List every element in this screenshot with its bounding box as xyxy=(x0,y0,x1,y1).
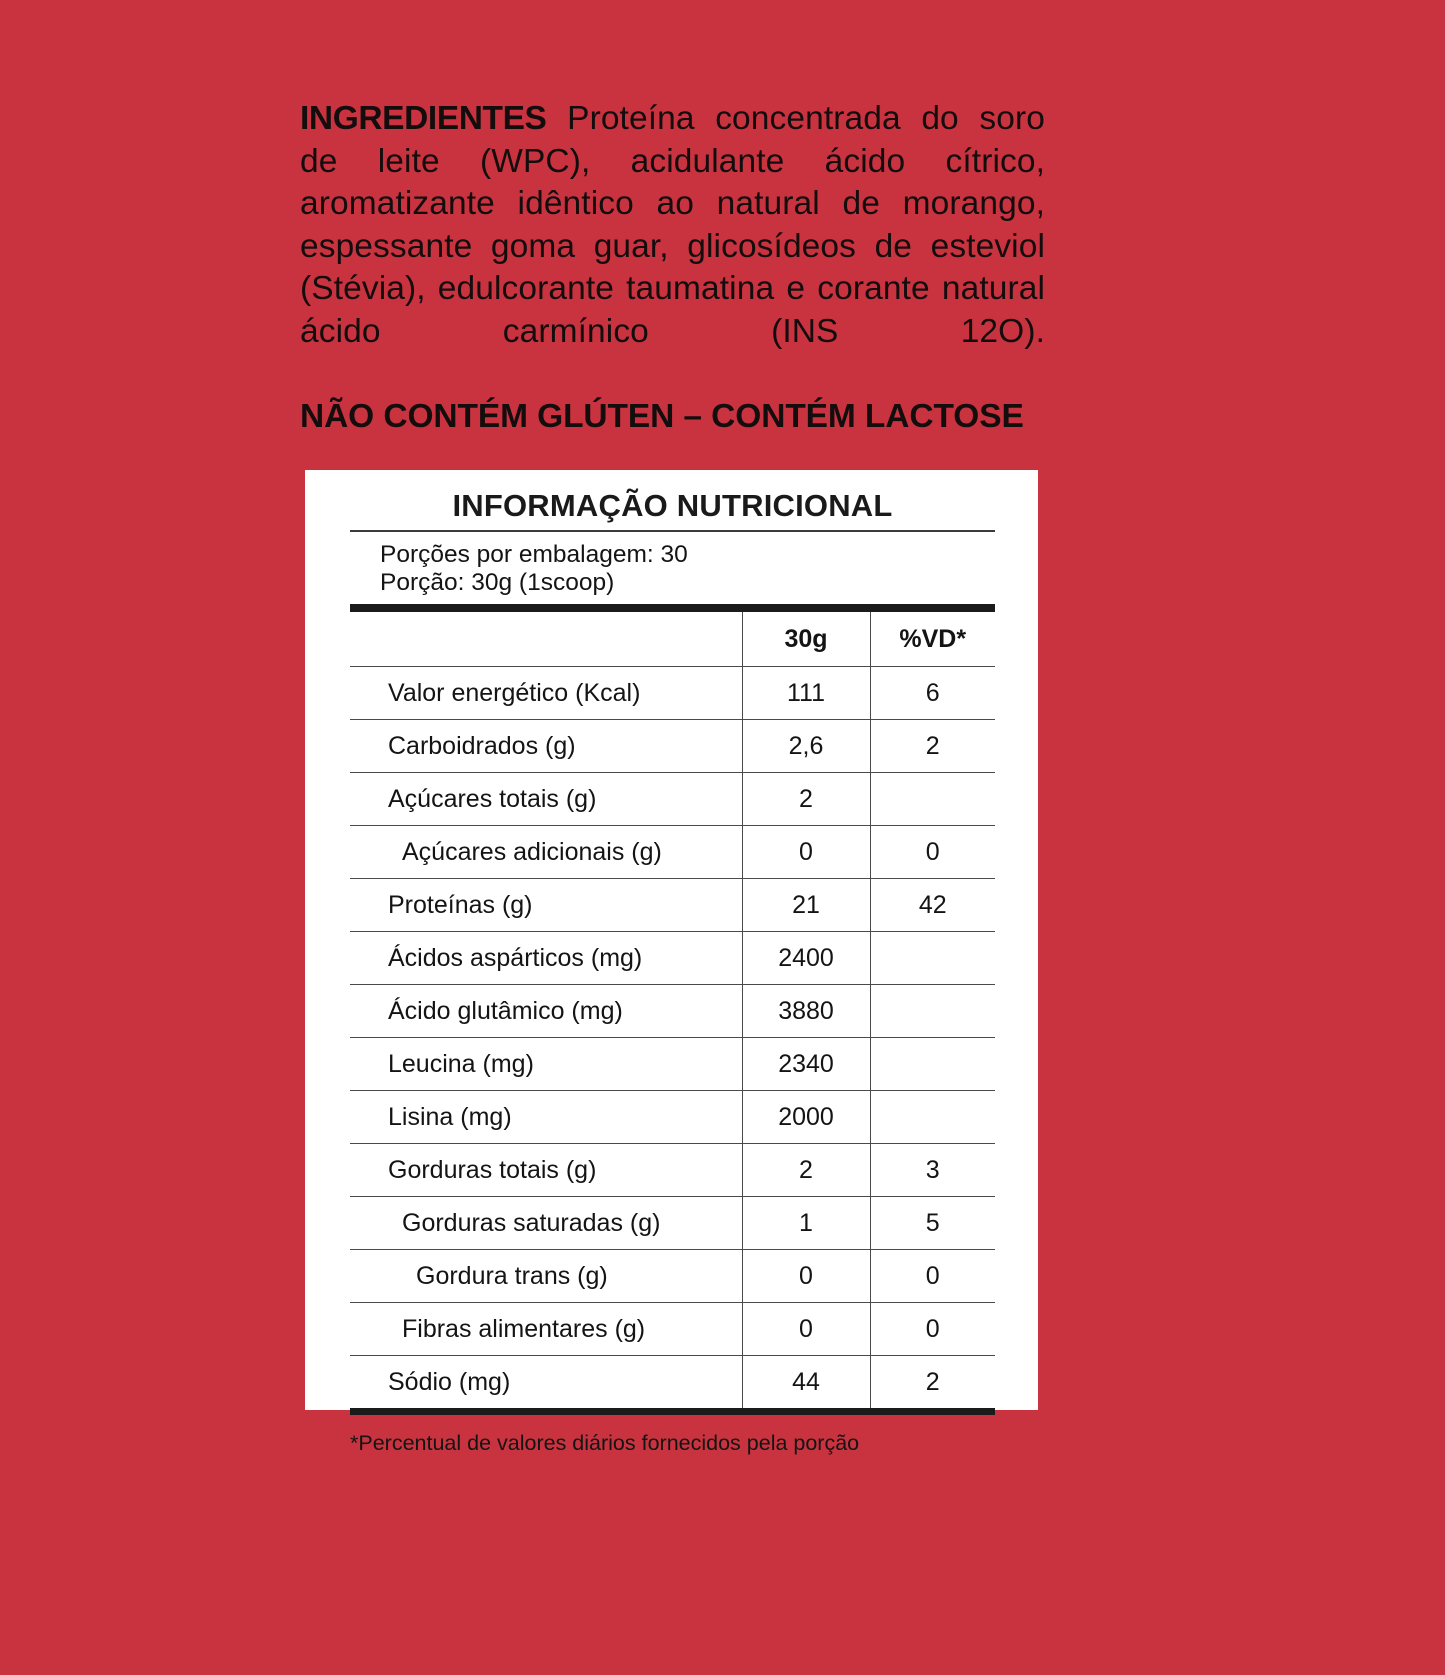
nutrient-name-cell: Gorduras saturadas (g) xyxy=(350,1197,742,1250)
nutrient-name-cell: Carboidrados (g) xyxy=(350,720,742,773)
nutrition-card-inner xyxy=(350,488,995,1456)
nutrient-quantity-cell: 2400 xyxy=(742,932,870,985)
nutrient-daily-value-cell: 0 xyxy=(870,826,995,879)
nutrient-quantity-cell: 0 xyxy=(742,1303,870,1356)
nutrient-daily-value-cell xyxy=(870,985,995,1038)
header-name-cell xyxy=(350,608,742,667)
table-row xyxy=(350,879,995,932)
nutrient-quantity-cell: 2 xyxy=(742,773,870,826)
nutrient-daily-value-cell: 2 xyxy=(870,1356,995,1412)
nutrient-name-cell: Proteínas (g) xyxy=(350,879,742,932)
nutrient-daily-value-cell xyxy=(870,1038,995,1091)
table-row xyxy=(350,826,995,879)
table-row xyxy=(350,773,995,826)
nutrient-name-cell: Fibras alimentares (g) xyxy=(350,1303,742,1356)
nutrient-name-cell: Leucina (mg) xyxy=(350,1038,742,1091)
table-row xyxy=(350,1144,995,1197)
table-row xyxy=(350,1303,995,1356)
serving-size: Porção: 30g (1scoop) xyxy=(380,569,615,596)
table-row xyxy=(350,932,995,985)
nutrition-facts-card xyxy=(305,470,1038,1455)
nutrient-quantity-cell: 2000 xyxy=(742,1091,870,1144)
nutrient-name-cell: Ácidos aspárticos (mg) xyxy=(350,932,742,985)
nutrient-quantity-cell: 2,6 xyxy=(742,720,870,773)
nutrient-quantity-cell: 0 xyxy=(742,826,870,879)
nutrition-title: INFORMAÇÃO NUTRICIONAL xyxy=(452,488,893,523)
header-daily-value-cell: %VD* xyxy=(870,608,995,667)
nutrient-name-cell: Valor energético (Kcal) xyxy=(350,667,742,720)
nutrition-table xyxy=(350,604,995,1415)
nutrient-name-cell: Gordura trans (g) xyxy=(350,1250,742,1303)
nutrient-daily-value-cell xyxy=(870,1091,995,1144)
nutrient-name-cell: Ácido glutâmico (mg) xyxy=(350,985,742,1038)
nutrient-daily-value-cell: 2 xyxy=(870,720,995,773)
table-header-row xyxy=(350,608,995,667)
table-row xyxy=(350,1356,995,1412)
nutrient-daily-value-cell: 6 xyxy=(870,667,995,720)
ingredients-body: Proteína concentrada do soro de leite (WPC), acidulante ácido cítrico, aromatizante idêntico ao natural de morango, espessante goma guar, glicosídeos de esteviol (Stévia), edulcorante taumatina e corante natural ácido carmínico (INS 12O). xyxy=(300,100,1045,350)
table-row xyxy=(350,1091,995,1144)
ingredients-paragraph xyxy=(300,98,1045,396)
table-row xyxy=(350,1038,995,1091)
nutrient-daily-value-cell xyxy=(870,932,995,985)
table-row xyxy=(350,985,995,1038)
nutrient-quantity-cell: 0 xyxy=(742,1250,870,1303)
serving-info xyxy=(350,532,995,604)
header-quantity-cell: 30g xyxy=(742,608,870,667)
nutrient-daily-value-cell: 42 xyxy=(870,879,995,932)
allergen-note: NÃO CONTÉM GLÚTEN – CONTÉM LACTOSE xyxy=(300,397,1024,435)
ingredients-block xyxy=(300,98,1045,438)
nutrient-daily-value-cell: 5 xyxy=(870,1197,995,1250)
nutrient-daily-value-cell: 3 xyxy=(870,1144,995,1197)
servings-per-package: Porções por embalagem: 30 xyxy=(380,541,688,568)
nutrient-quantity-cell: 111 xyxy=(742,667,870,720)
nutrient-name-cell: Gorduras totais (g) xyxy=(350,1144,742,1197)
nutrition-table-body xyxy=(350,608,995,1412)
nutrition-footnote: *Percentual de valores diários fornecidos pela porção xyxy=(350,1431,860,1455)
table-row xyxy=(350,667,995,720)
nutrient-quantity-cell: 3880 xyxy=(742,985,870,1038)
nutrient-name-cell: Sódio (mg) xyxy=(350,1356,742,1412)
nutrient-quantity-cell: 2 xyxy=(742,1144,870,1197)
table-row xyxy=(350,1250,995,1303)
nutrient-quantity-cell: 1 xyxy=(742,1197,870,1250)
nutrient-daily-value-cell: 0 xyxy=(870,1303,995,1356)
nutrient-quantity-cell: 2340 xyxy=(742,1038,870,1091)
nutrient-quantity-cell: 44 xyxy=(742,1356,870,1412)
nutrient-quantity-cell: 21 xyxy=(742,879,870,932)
nutrient-daily-value-cell: 0 xyxy=(870,1250,995,1303)
nutrient-name-cell: Açúcares adicionais (g) xyxy=(350,826,742,879)
nutrient-daily-value-cell xyxy=(870,773,995,826)
table-row xyxy=(350,1197,995,1250)
ingredients-label: INGREDIENTES xyxy=(300,100,547,137)
nutrient-name-cell: Lisina (mg) xyxy=(350,1091,742,1144)
table-row xyxy=(350,720,995,773)
nutrient-name-cell: Açúcares totais (g) xyxy=(350,773,742,826)
